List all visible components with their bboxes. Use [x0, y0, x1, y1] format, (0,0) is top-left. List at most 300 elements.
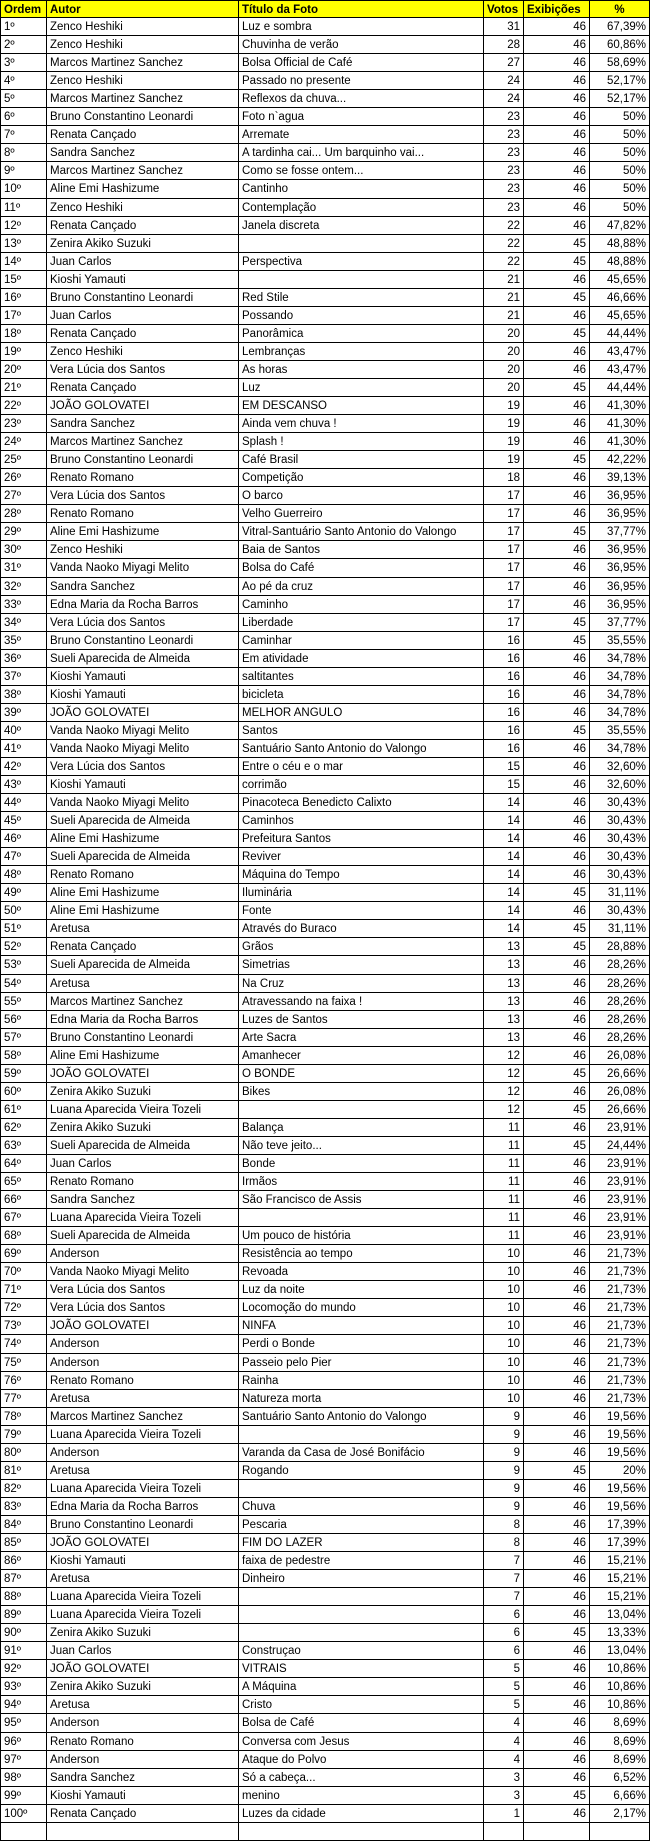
cell-ordem: 54º	[0, 975, 47, 993]
cell-votos: 9	[484, 1498, 524, 1516]
cell-titulo: Arte Sacra	[239, 1029, 484, 1047]
cell-ordem: 93º	[0, 1678, 47, 1696]
table-row	[0, 1011, 650, 1029]
cell-percent: 21,73%	[590, 1335, 650, 1353]
cell-percent: 2,17%	[590, 1805, 650, 1823]
cell-ordem: 57º	[0, 1029, 47, 1047]
cell-exibicoes: 46	[524, 415, 590, 433]
header-titulo: Título da Foto	[239, 0, 484, 18]
cell-titulo: Ataque do Polvo	[239, 1751, 484, 1769]
cell-percent: 26,08%	[590, 1083, 650, 1101]
cell-ordem: 89º	[0, 1606, 47, 1624]
cell-ordem: 28º	[0, 505, 47, 523]
cell-votos: 16	[484, 722, 524, 740]
cell-titulo: Passado no presente	[239, 72, 484, 90]
cell-votos: 14	[484, 920, 524, 938]
table-row	[0, 1065, 650, 1083]
cell-percent: 26,66%	[590, 1101, 650, 1119]
cell-exibicoes: 46	[524, 1029, 590, 1047]
cell-percent: 50%	[590, 180, 650, 198]
cell-ordem: 56º	[0, 1011, 47, 1029]
cell-votos: 11	[484, 1173, 524, 1191]
cell-autor: Sandra Sanchez	[47, 1191, 239, 1209]
cell-ordem: 6º	[0, 108, 47, 126]
cell-autor: Zenco Heshiki	[47, 18, 239, 36]
cell-percent: 19,56%	[590, 1498, 650, 1516]
cell-ordem: 15º	[0, 271, 47, 289]
cell-votos: 17	[484, 578, 524, 596]
cell-ordem: 33º	[0, 596, 47, 614]
cell-percent: 41,30%	[590, 397, 650, 415]
table-row	[0, 920, 650, 938]
cell-exibicoes: 46	[524, 1245, 590, 1263]
cell-autor: Aline Emi Hashizume	[47, 902, 239, 920]
cell-percent: 13,04%	[590, 1606, 650, 1624]
cell-titulo: Arremate	[239, 126, 484, 144]
cell-titulo: Caminhos	[239, 812, 484, 830]
cell-ordem: 55º	[0, 993, 47, 1011]
cell-titulo	[239, 1606, 484, 1624]
cell-autor: Marcos Martinez Sanchez	[47, 1408, 239, 1426]
cell-exibicoes: 46	[524, 1805, 590, 1823]
cell-titulo: As horas	[239, 361, 484, 379]
cell-titulo: Iluminária	[239, 884, 484, 902]
cell-titulo: MELHOR ANGULO	[239, 704, 484, 722]
cell-ordem: 58º	[0, 1047, 47, 1065]
cell-autor: Zenco Heshiki	[47, 199, 239, 217]
cell-percent: 13,04%	[590, 1642, 650, 1660]
cell-titulo	[239, 1480, 484, 1498]
cell-ordem: 62º	[0, 1119, 47, 1137]
cell-titulo: Fonte	[239, 902, 484, 920]
cell-autor: Luana Aparecida Vieira Tozeli	[47, 1480, 239, 1498]
cell-exibicoes: 46	[524, 108, 590, 126]
cell-votos: 7	[484, 1552, 524, 1570]
cell-ordem: 36º	[0, 650, 47, 668]
table-row	[0, 325, 650, 343]
cell-exibicoes: 46	[524, 271, 590, 289]
cell-exibicoes: 46	[524, 812, 590, 830]
cell-percent: 19,56%	[590, 1444, 650, 1462]
cell-autor: Edna Maria da Rocha Barros	[47, 596, 239, 614]
table-row	[0, 1552, 650, 1570]
cell-exibicoes: 46	[524, 1408, 590, 1426]
cell-autor: Juan Carlos	[47, 307, 239, 325]
cell-ordem: 29º	[0, 523, 47, 541]
cell-titulo: Panorâmica	[239, 325, 484, 343]
cell-percent: 35,55%	[590, 632, 650, 650]
cell-ordem: 85º	[0, 1534, 47, 1552]
cell-ordem: 46º	[0, 830, 47, 848]
cell-autor: Anderson	[47, 1444, 239, 1462]
cell-titulo: A tardinha cai... Um barquinho vai...	[239, 144, 484, 162]
cell-titulo: Atravessando na faixa !	[239, 993, 484, 1011]
cell-exibicoes: 46	[524, 72, 590, 90]
cell-percent: 50%	[590, 162, 650, 180]
cell-autor: Vera Lúcia dos Santos	[47, 614, 239, 632]
cell-exibicoes: 45	[524, 1137, 590, 1155]
cell-exibicoes: 46	[524, 686, 590, 704]
cell-votos: 12	[484, 1065, 524, 1083]
table-row	[0, 1426, 650, 1444]
cell-votos: 16	[484, 650, 524, 668]
table-row	[0, 1101, 650, 1119]
cell-percent: 36,95%	[590, 596, 650, 614]
cell-votos: 19	[484, 397, 524, 415]
table-row	[0, 975, 650, 993]
cell-percent: 45,65%	[590, 307, 650, 325]
cell-exibicoes: 45	[524, 379, 590, 397]
cell-percent: 30,43%	[590, 902, 650, 920]
cell-votos	[484, 1823, 524, 1841]
cell-titulo: Um pouco de história	[239, 1227, 484, 1245]
cell-votos: 14	[484, 794, 524, 812]
cell-votos: 10	[484, 1245, 524, 1263]
cell-percent: 42,22%	[590, 451, 650, 469]
table-row	[0, 397, 650, 415]
cell-exibicoes: 46	[524, 18, 590, 36]
cell-autor: Sandra Sanchez	[47, 1769, 239, 1787]
table-row	[0, 1390, 650, 1408]
table-row	[0, 36, 650, 54]
cell-percent: 34,78%	[590, 740, 650, 758]
table-row	[0, 1263, 650, 1281]
cell-ordem: 100º	[0, 1805, 47, 1823]
cell-ordem: 37º	[0, 668, 47, 686]
cell-votos: 4	[484, 1733, 524, 1751]
cell-percent: 50%	[590, 126, 650, 144]
table-row	[0, 1787, 650, 1805]
table-row	[0, 1119, 650, 1137]
table-row	[0, 830, 650, 848]
table-row	[0, 650, 650, 668]
cell-exibicoes: 45	[524, 1462, 590, 1480]
cell-votos: 4	[484, 1714, 524, 1732]
cell-titulo: faixa de pedestre	[239, 1552, 484, 1570]
cell-exibicoes: 46	[524, 975, 590, 993]
cell-titulo: Lembranças	[239, 343, 484, 361]
cell-titulo: Baia de Santos	[239, 541, 484, 559]
cell-titulo: Pinacoteca Benedicto Calixto	[239, 794, 484, 812]
cell-votos: 15	[484, 776, 524, 794]
cell-ordem: 35º	[0, 632, 47, 650]
cell-exibicoes: 45	[524, 289, 590, 307]
cell-percent: 26,08%	[590, 1047, 650, 1065]
cell-votos: 10	[484, 1263, 524, 1281]
cell-votos: 21	[484, 271, 524, 289]
cell-titulo: FIM DO LAZER	[239, 1534, 484, 1552]
table-row	[0, 668, 650, 686]
cell-ordem: 70º	[0, 1263, 47, 1281]
cell-ordem: 38º	[0, 686, 47, 704]
cell-votos: 17	[484, 559, 524, 577]
cell-exibicoes: 46	[524, 397, 590, 415]
cell-percent: 50%	[590, 108, 650, 126]
table-row	[0, 884, 650, 902]
cell-ordem: 74º	[0, 1335, 47, 1353]
cell-ordem: 72º	[0, 1299, 47, 1317]
table-row	[0, 956, 650, 974]
cell-exibicoes: 46	[524, 1354, 590, 1372]
cell-autor: Vanda Naoko Miyagi Melito	[47, 740, 239, 758]
cell-votos: 21	[484, 289, 524, 307]
table-row	[0, 1678, 650, 1696]
cell-ordem: 5º	[0, 90, 47, 108]
cell-autor: Zenco Heshiki	[47, 72, 239, 90]
cell-exibicoes	[524, 1823, 590, 1841]
cell-titulo: Reviver	[239, 848, 484, 866]
cell-percent: 48,88%	[590, 253, 650, 271]
cell-autor: JOÃO GOLOVATEI	[47, 1317, 239, 1335]
table-row	[0, 1516, 650, 1534]
cell-percent: 23,91%	[590, 1155, 650, 1173]
cell-votos: 9	[484, 1444, 524, 1462]
table-row	[0, 559, 650, 577]
table-row	[0, 180, 650, 198]
cell-votos: 16	[484, 632, 524, 650]
table-row	[0, 794, 650, 812]
table-row	[0, 1227, 650, 1245]
cell-votos: 16	[484, 704, 524, 722]
cell-titulo: Amanhecer	[239, 1047, 484, 1065]
cell-exibicoes: 46	[524, 1426, 590, 1444]
table-header	[0, 0, 650, 18]
cell-titulo: Na Cruz	[239, 975, 484, 993]
cell-exibicoes: 46	[524, 1444, 590, 1462]
cell-ordem: 53º	[0, 956, 47, 974]
cell-exibicoes: 46	[524, 126, 590, 144]
cell-titulo: Bikes	[239, 1083, 484, 1101]
cell-titulo: Passeio pelo Pier	[239, 1354, 484, 1372]
table-row	[0, 1155, 650, 1173]
cell-votos: 23	[484, 199, 524, 217]
cell-ordem: 42º	[0, 758, 47, 776]
table-row	[0, 1714, 650, 1732]
cell-titulo	[239, 271, 484, 289]
cell-percent: 6,52%	[590, 1769, 650, 1787]
cell-exibicoes: 46	[524, 1552, 590, 1570]
cell-votos: 23	[484, 126, 524, 144]
cell-votos: 20	[484, 343, 524, 361]
cell-exibicoes: 46	[524, 343, 590, 361]
table-row	[0, 1354, 650, 1372]
cell-votos: 15	[484, 758, 524, 776]
cell-percent: 31,11%	[590, 884, 650, 902]
cell-votos: 8	[484, 1516, 524, 1534]
cell-autor: Kioshi Yamauti	[47, 1552, 239, 1570]
cell-autor: Aretusa	[47, 975, 239, 993]
cell-ordem: 77º	[0, 1390, 47, 1408]
cell-ordem: 78º	[0, 1408, 47, 1426]
cell-ordem: 1º	[0, 18, 47, 36]
cell-percent: 23,91%	[590, 1227, 650, 1245]
cell-autor: Bruno Constantino Leonardi	[47, 108, 239, 126]
cell-percent	[590, 1823, 650, 1841]
cell-ordem: 90º	[0, 1624, 47, 1642]
cell-exibicoes: 46	[524, 704, 590, 722]
cell-autor: Zenira Akiko Suzuki	[47, 1119, 239, 1137]
cell-titulo: Revoada	[239, 1263, 484, 1281]
cell-percent: 67,39%	[590, 18, 650, 36]
cell-exibicoes: 45	[524, 1624, 590, 1642]
cell-percent: 36,95%	[590, 559, 650, 577]
table-row	[0, 271, 650, 289]
cell-votos: 12	[484, 1101, 524, 1119]
cell-titulo: NINFA	[239, 1317, 484, 1335]
cell-exibicoes: 45	[524, 614, 590, 632]
cell-exibicoes: 46	[524, 1317, 590, 1335]
cell-ordem: 52º	[0, 938, 47, 956]
table-row	[0, 469, 650, 487]
cell-exibicoes: 46	[524, 559, 590, 577]
cell-votos: 13	[484, 1029, 524, 1047]
table-row	[0, 126, 650, 144]
cell-votos: 9	[484, 1480, 524, 1498]
table-row	[0, 1462, 650, 1480]
cell-votos: 16	[484, 668, 524, 686]
cell-percent: 8,69%	[590, 1714, 650, 1732]
cell-exibicoes: 46	[524, 1047, 590, 1065]
cell-autor: Renato Romano	[47, 469, 239, 487]
cell-votos: 9	[484, 1462, 524, 1480]
cell-ordem: 50º	[0, 902, 47, 920]
cell-autor: Renato Romano	[47, 1173, 239, 1191]
header-ordem: Ordem	[0, 0, 47, 18]
cell-exibicoes: 45	[524, 451, 590, 469]
cell-exibicoes: 46	[524, 505, 590, 523]
cell-ordem: 63º	[0, 1137, 47, 1155]
cell-percent: 21,73%	[590, 1245, 650, 1263]
cell-titulo: Chuvinha de verão	[239, 36, 484, 54]
cell-autor: Zenco Heshiki	[47, 541, 239, 559]
cell-titulo: Varanda da Casa de José Bonifácio	[239, 1444, 484, 1462]
cell-percent: 23,91%	[590, 1119, 650, 1137]
cell-titulo: Bonde	[239, 1155, 484, 1173]
cell-percent: 48,88%	[590, 235, 650, 253]
cell-percent: 19,56%	[590, 1426, 650, 1444]
cell-ordem: 95º	[0, 1714, 47, 1732]
cell-votos: 22	[484, 217, 524, 235]
cell-percent: 45,65%	[590, 271, 650, 289]
cell-titulo: Bolsa do Café	[239, 559, 484, 577]
table-row	[0, 451, 650, 469]
cell-titulo: Perspectiva	[239, 253, 484, 271]
cell-votos: 16	[484, 686, 524, 704]
table-row	[0, 217, 650, 235]
cell-titulo: Dinheiro	[239, 1570, 484, 1588]
table-row	[0, 1408, 650, 1426]
cell-percent: 36,95%	[590, 505, 650, 523]
cell-percent: 50%	[590, 144, 650, 162]
header-votos: Votos	[484, 0, 524, 18]
cell-votos: 20	[484, 379, 524, 397]
cell-percent: 19,56%	[590, 1408, 650, 1426]
table-row	[0, 866, 650, 884]
cell-votos: 10	[484, 1354, 524, 1372]
cell-percent: 17,39%	[590, 1516, 650, 1534]
table-row	[0, 596, 650, 614]
cell-votos: 9	[484, 1426, 524, 1444]
cell-titulo: Luz	[239, 379, 484, 397]
cell-percent: 24,44%	[590, 1137, 650, 1155]
cell-exibicoes: 46	[524, 830, 590, 848]
cell-exibicoes: 46	[524, 433, 590, 451]
cell-autor: Zenira Akiko Suzuki	[47, 1083, 239, 1101]
cell-percent: 30,43%	[590, 794, 650, 812]
header-exibicoes: Exibições	[524, 0, 590, 18]
cell-titulo: Janela discreta	[239, 217, 484, 235]
cell-autor: Vera Lúcia dos Santos	[47, 1299, 239, 1317]
cell-titulo: Resistência ao tempo	[239, 1245, 484, 1263]
table-row	[0, 18, 650, 36]
cell-exibicoes: 46	[524, 1299, 590, 1317]
cell-exibicoes: 46	[524, 199, 590, 217]
cell-ordem: 71º	[0, 1281, 47, 1299]
cell-titulo	[239, 1588, 484, 1606]
cell-exibicoes: 46	[524, 1570, 590, 1588]
cell-votos: 1	[484, 1805, 524, 1823]
cell-percent: 36,95%	[590, 541, 650, 559]
table-row	[0, 1245, 650, 1263]
cell-exibicoes: 46	[524, 1011, 590, 1029]
cell-titulo	[239, 1624, 484, 1642]
cell-votos: 27	[484, 54, 524, 72]
table-row	[0, 1047, 650, 1065]
cell-exibicoes: 45	[524, 235, 590, 253]
cell-votos: 10	[484, 1372, 524, 1390]
cell-titulo: Ainda vem chuva !	[239, 415, 484, 433]
cell-autor: Sueli Aparecida de Almeida	[47, 956, 239, 974]
cell-percent: 30,43%	[590, 812, 650, 830]
table-row	[0, 1588, 650, 1606]
cell-titulo: Santuário Santo Antonio do Valongo	[239, 1408, 484, 1426]
cell-ordem: 87º	[0, 1570, 47, 1588]
table-row	[0, 1696, 650, 1714]
cell-percent: 15,21%	[590, 1552, 650, 1570]
cell-autor: Vanda Naoko Miyagi Melito	[47, 722, 239, 740]
cell-autor: Edna Maria da Rocha Barros	[47, 1011, 239, 1029]
cell-exibicoes: 46	[524, 144, 590, 162]
cell-titulo: Rainha	[239, 1372, 484, 1390]
cell-autor: Aretusa	[47, 920, 239, 938]
cell-autor: Kioshi Yamauti	[47, 1787, 239, 1805]
cell-ordem: 25º	[0, 451, 47, 469]
cell-percent: 17,39%	[590, 1534, 650, 1552]
table-row	[0, 487, 650, 505]
cell-titulo: bicicleta	[239, 686, 484, 704]
cell-percent: 8,69%	[590, 1751, 650, 1769]
cell-autor: Sueli Aparecida de Almeida	[47, 812, 239, 830]
cell-percent: 44,44%	[590, 379, 650, 397]
cell-titulo	[239, 235, 484, 253]
cell-votos: 24	[484, 72, 524, 90]
cell-ordem	[0, 1823, 47, 1841]
table-row	[0, 199, 650, 217]
cell-votos: 6	[484, 1624, 524, 1642]
cell-exibicoes: 46	[524, 217, 590, 235]
cell-exibicoes: 46	[524, 1191, 590, 1209]
cell-titulo: Como se fosse ontem...	[239, 162, 484, 180]
cell-votos: 11	[484, 1137, 524, 1155]
cell-votos: 14	[484, 830, 524, 848]
cell-titulo: Irmãos	[239, 1173, 484, 1191]
cell-votos: 17	[484, 596, 524, 614]
cell-exibicoes: 46	[524, 1588, 590, 1606]
cell-percent: 15,21%	[590, 1570, 650, 1588]
cell-ordem: 43º	[0, 776, 47, 794]
cell-exibicoes: 45	[524, 884, 590, 902]
cell-autor: Vera Lúcia dos Santos	[47, 1281, 239, 1299]
